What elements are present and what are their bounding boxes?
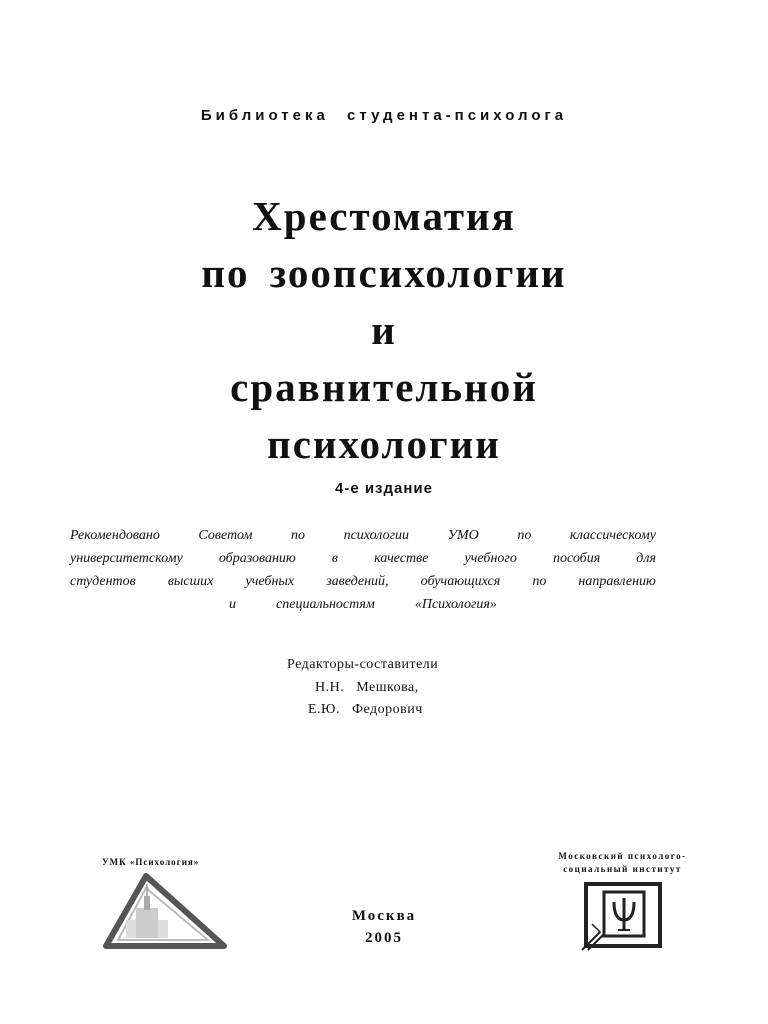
psi-institute-icon [578,880,664,952]
word: образованию [218,551,296,566]
editor-name: Н.Н. Мешкова, [315,680,419,695]
recommendation-line [70,524,656,547]
word: качестве [374,551,429,566]
series-name: Библиотека студента-психолога [200,107,568,124]
editor-name: Е.Ю. Федорович [308,702,423,717]
word: заведений, [326,574,389,589]
book-title [0,188,768,473]
editors-label: Редакторы-составители [287,657,439,672]
edition-label: 4-е издание [334,480,433,497]
title-line: сравнительной [230,364,538,410]
word: учебных [245,574,295,589]
institute-label-line: Московский психолого- [558,851,687,861]
word: пособия [552,551,601,566]
institute-label-line: социальный институт [563,864,682,874]
word: обучающихся [420,574,501,589]
word: и [229,597,237,612]
word: высших [167,574,214,589]
word: психологии [343,528,410,543]
recommendation-line [70,570,656,593]
title-line: и [371,307,397,353]
word: направлению [578,574,656,589]
word: студентов [70,574,136,589]
word: по [517,528,532,543]
word: для [636,551,656,566]
word: по [532,574,547,589]
word: УМО [447,528,479,543]
title-line: психологии [267,421,501,467]
word: учебного [464,551,517,566]
word: университетскому [70,551,183,566]
word: «Психология» [414,597,497,612]
umk-label: УМК «Психология» [102,857,200,867]
institute-label [530,850,715,876]
word: в [331,551,338,566]
title-line: Хрестоматия [252,193,516,239]
recommendation-line [70,547,656,570]
recommendation-line [70,593,656,616]
title-line: по зоопсихологии [201,250,567,296]
word: специальностям [276,597,375,612]
year: 2005 [365,930,403,946]
word: классическому [569,528,656,543]
word: по [291,528,306,543]
city: Москва [351,908,417,924]
word: Советом [198,528,253,543]
word: Рекомендовано [70,528,160,543]
recommendation-text [70,524,656,616]
